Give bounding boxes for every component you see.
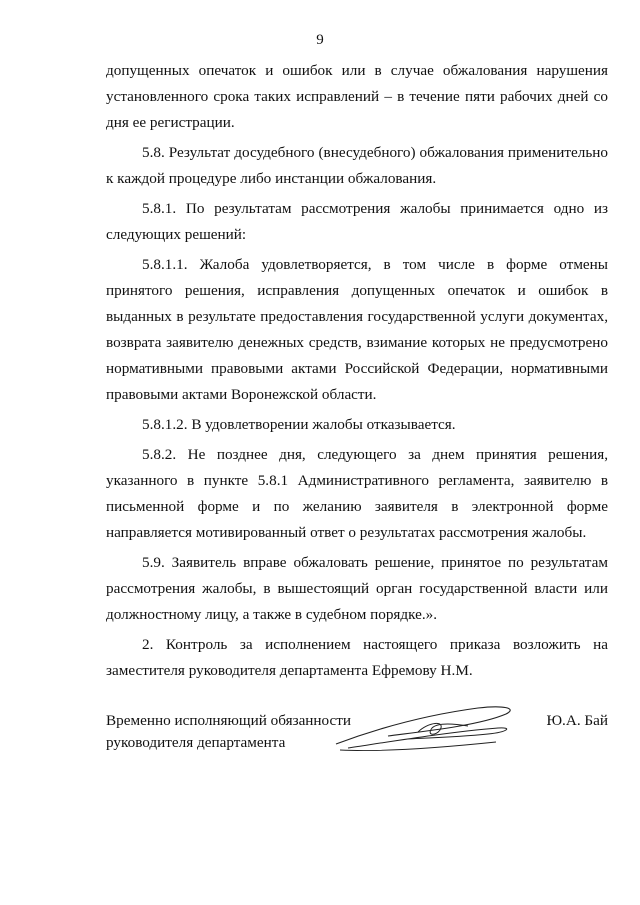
signatory-position-line2: руководителя департамента	[106, 734, 286, 751]
page-number: 9	[316, 32, 324, 48]
document-body	[106, 58, 608, 688]
signature-block	[106, 702, 608, 772]
signatory-position	[106, 710, 351, 754]
paragraph-continuation: допущенных опечаток и ошибок или в случае обжалования нарушения установленного срока таких исправлений – в течение пяти рабочих дней со дня ее регистрации.	[106, 62, 608, 131]
paragraph-5-8-2: 5.8.2. Не позднее дня, следующего за днем принятия решения, указанного в пункте 5.8.1 Административного регламента, заявителю в письменной форме и по желанию заявителя в электронной форме направляется мотивированный ответ о результатах рассмотрения жалобы.	[106, 446, 608, 541]
paragraph-5-8: 5.8. Результат досудебного (внесудебного) обжалования применительно к каждой процедуре либо инстанции обжалования.	[106, 144, 608, 187]
paragraph-5-8-1: 5.8.1. По результатам рассмотрения жалобы принимается одно из следующих решений:	[106, 200, 608, 243]
signatory-name: Ю.А. Бай	[546, 712, 608, 729]
paragraph-5-8-1-1: 5.8.1.1. Жалоба удовлетворяется, в том числе в форме отмены принятого решения, исправления допущенных опечаток и ошибок в выданных в результате предоставления государственной услуги документах, возврата заявителю денежных средств, взимание которых не предусмотрено нормативными правовыми актами Российской Федерации, нормативными правовыми актами Воронежской области.	[106, 256, 608, 403]
signatory-position-line1: Временно исполняющий обязанности	[106, 712, 352, 729]
handwritten-signature	[328, 702, 528, 762]
paragraph-5-8-1-2: 5.8.1.2. В удовлетворении жалобы отказывается.	[142, 416, 456, 433]
paragraph-2: 2. Контроль за исполнением настоящего приказа возложить на заместителя руководителя департамента Ефремову Н.М.	[106, 636, 608, 679]
paragraph-5-9: 5.9. Заявитель вправе обжаловать решение, принятое по результатам рассмотрения жалобы, в вышестоящий орган государственной власти или должностному лицу, а также в судебном порядке.».	[106, 554, 608, 623]
